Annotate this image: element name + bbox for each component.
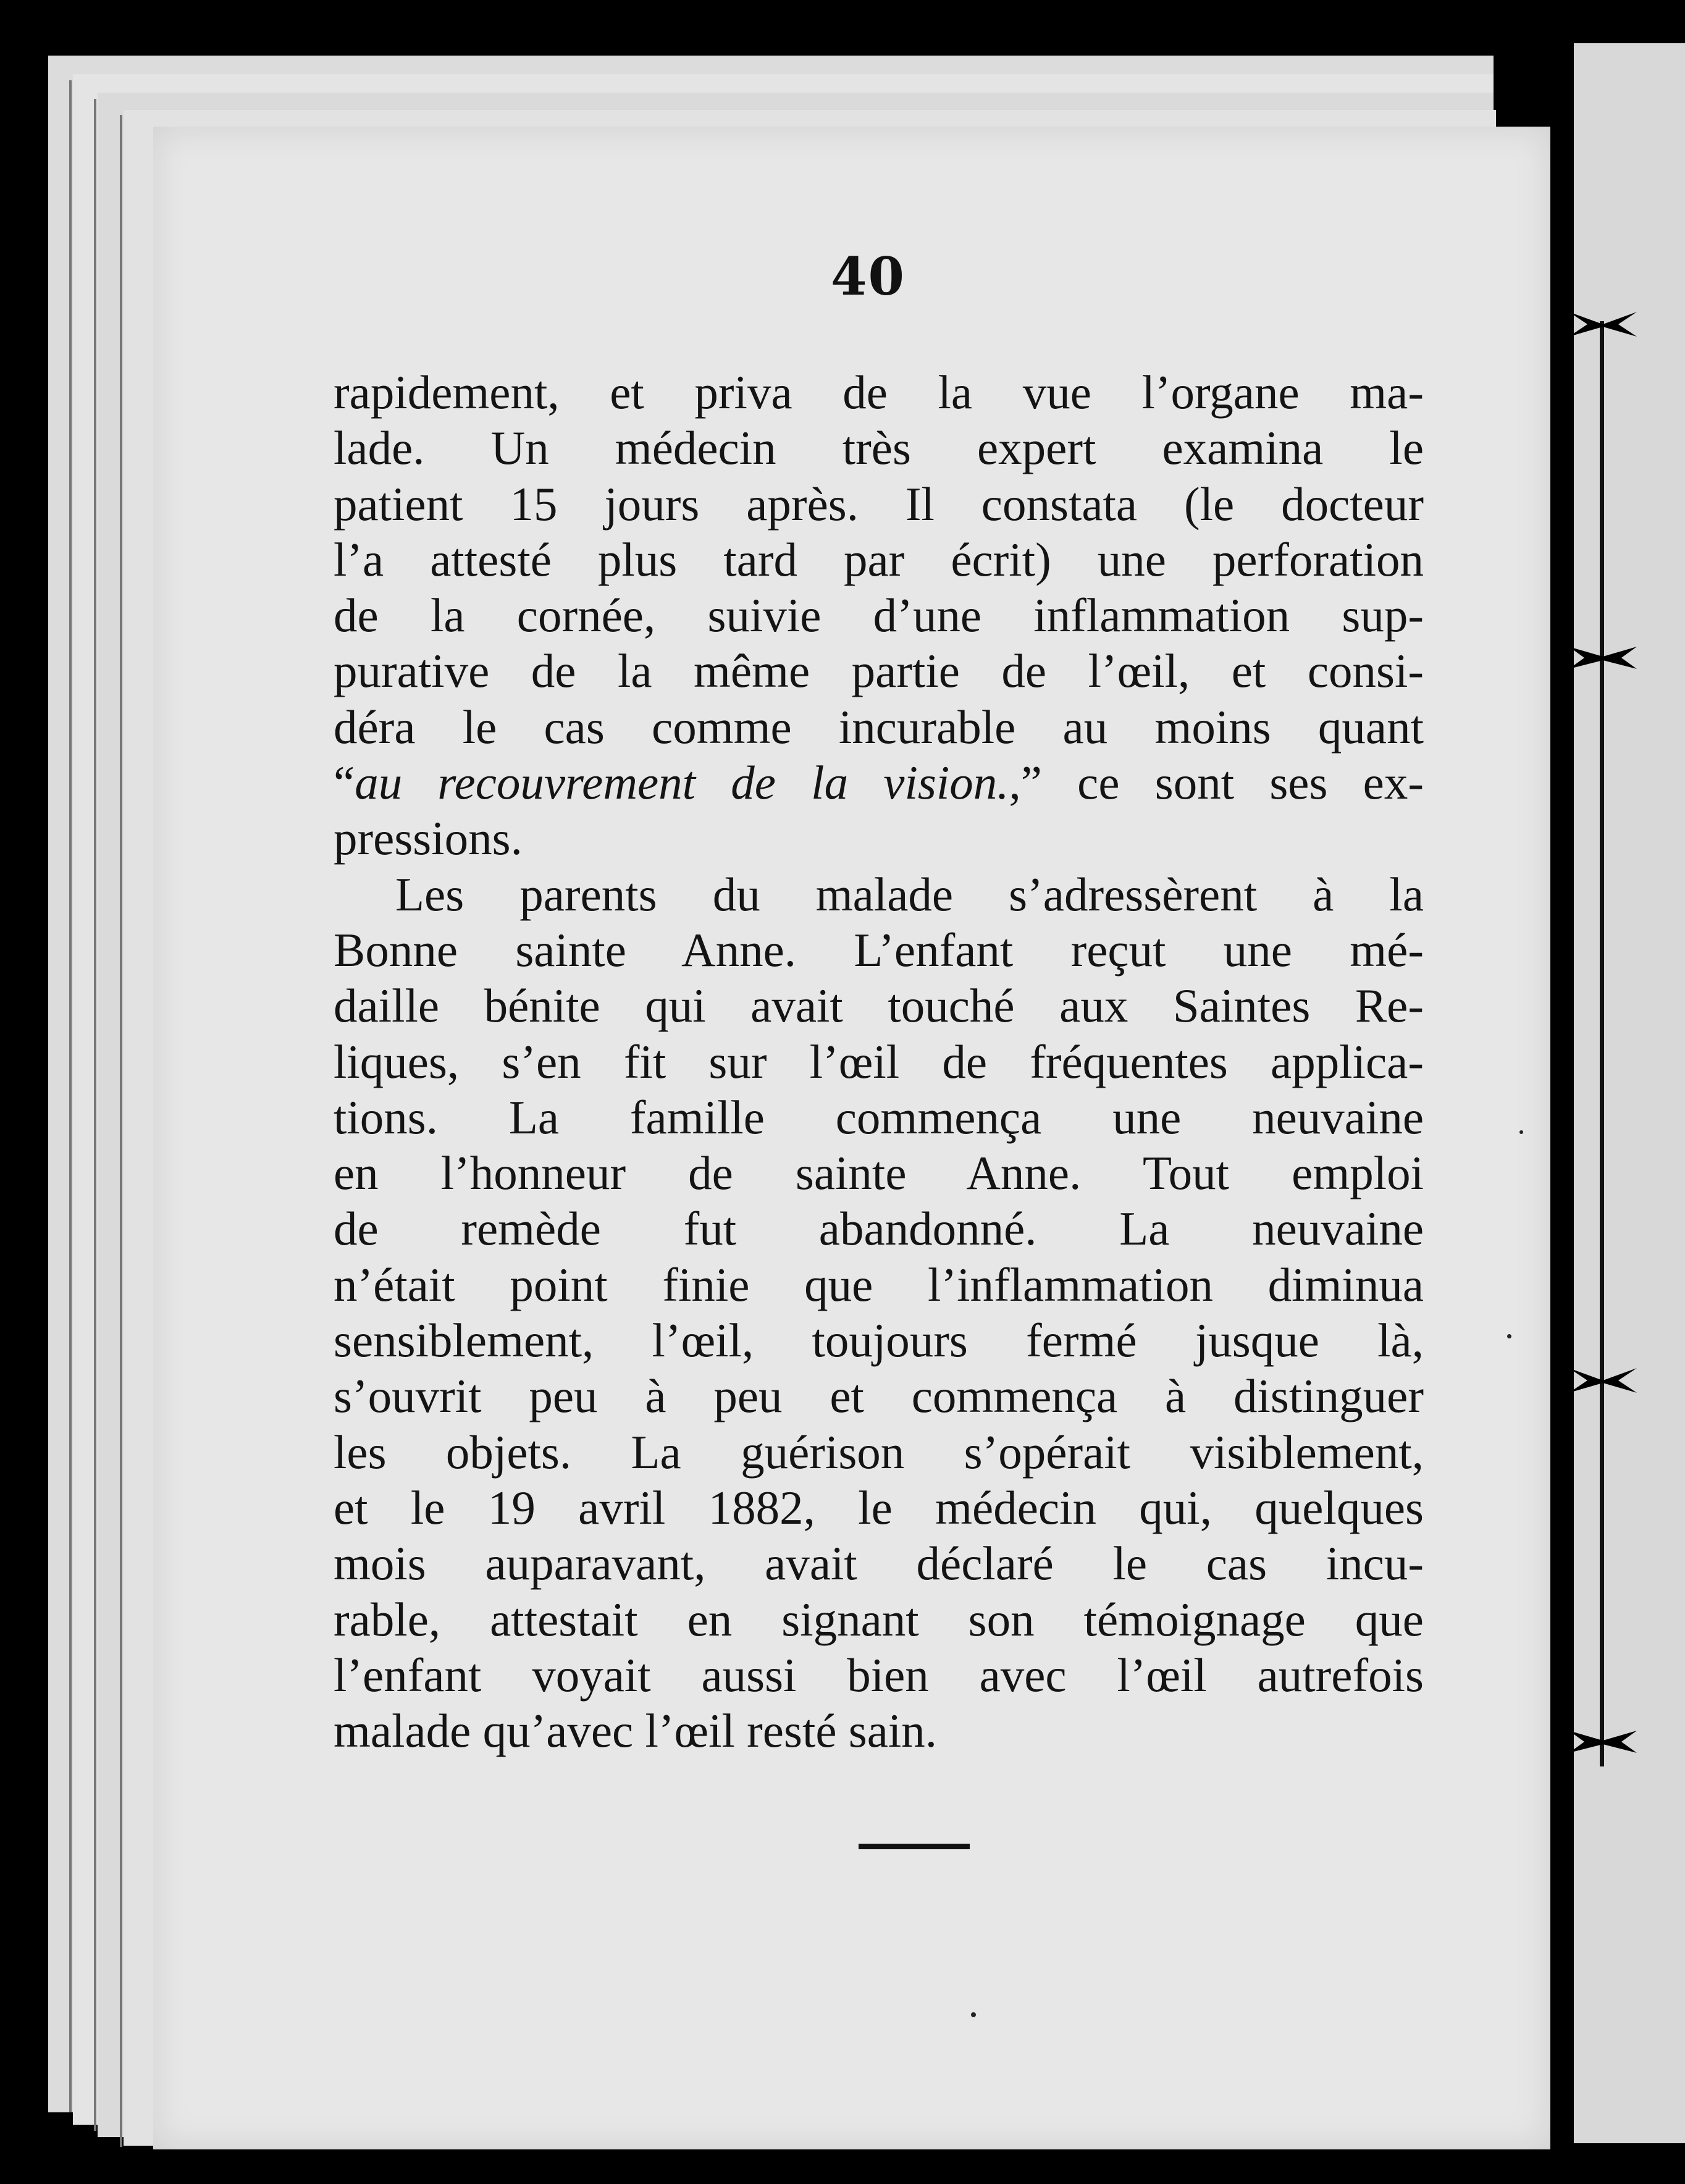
text-line: purative de la même partie de l’œil, et consi- [334, 644, 1424, 698]
text-line: rapidement, et priva de la vue l’organe ma- [334, 366, 1424, 419]
paragraph [334, 867, 1424, 1759]
ink-speck [1519, 1130, 1523, 1134]
binding-thread [1600, 321, 1604, 1766]
text-line: Les parents du malade s’adressèrent à la [395, 867, 1424, 921]
text-line: sensiblement, l’œil, toujours fermé jusque là, [334, 1314, 1424, 1367]
text-line: liques, s’en fit sur l’œil de fréquentes applica- [334, 1035, 1424, 1088]
page-edge-line [120, 115, 122, 2147]
text-line: et le 19 avril 1882, le médecin qui, quelques [334, 1480, 1424, 1534]
text-line: malade qu’avec l’œil resté sain. [334, 1704, 938, 1758]
ink-speck [1507, 1334, 1511, 1338]
text-line: déra le cas comme incurable au moins quant [334, 700, 1424, 754]
page-number: 40 [831, 246, 906, 307]
gutter-shadow [1552, 37, 1574, 2162]
text-line: l’a attesté plus tard par écrit) une perforation [334, 532, 1424, 586]
binding-stitch-icon [1569, 306, 1637, 333]
text-line: patient 15 jours après. Il constata (le docteur [334, 477, 1424, 531]
text-line: les objets. La guérison s’opérait visiblement, [334, 1425, 1424, 1479]
text-line: de remède fut abandonné. La neuvaine [334, 1202, 1424, 1256]
italic-quote: au recouvrement de la vision. [355, 756, 1009, 810]
text-line-quote [334, 755, 1424, 810]
quote-tail: ,” ce sont ses ex- [1009, 756, 1424, 810]
text-line: daille bénite qui avait touché aux Saintes Re- [334, 979, 1424, 1033]
text-line: pressions. [334, 812, 523, 865]
binding-stitch-icon [1569, 639, 1637, 666]
open-quote: “ [334, 756, 355, 810]
text-line: mois auparavant, avait déclaré le cas incu- [334, 1537, 1424, 1590]
page-edge-line [69, 80, 72, 2112]
text-line: Bonne sainte Anne. L’enfant reçut une mé- [334, 923, 1424, 976]
page-edge-line [94, 99, 96, 2131]
facing-page-edge [1574, 43, 1685, 2143]
text-line: rable, attestait en signant son témoignage que [334, 1592, 1424, 1646]
body-text [334, 364, 1424, 1758]
binding-stitch-icon [1569, 1362, 1637, 1389]
text-line: lade. Un médecin très expert examina le [334, 421, 1424, 475]
text-line: en l’honneur de sainte Anne. Tout emploi [334, 1146, 1424, 1200]
binding-stitch-icon [1569, 1723, 1637, 1750]
text-line: tions. La famille commença une neuvaine [334, 1090, 1424, 1144]
ink-speck [971, 2012, 976, 2017]
text-line: l’enfant voyait aussi bien avec l’œil autrefois [334, 1648, 1424, 1702]
paragraph [334, 364, 1424, 867]
end-rule-divider [859, 1844, 970, 1849]
text-line: n’était point finie que l’inflammation diminua [334, 1258, 1424, 1311]
text-line: de la cornée, suivie d’une inflammation sup- [334, 589, 1424, 642]
text-line: s’ouvrit peu à peu et commença à distinguer [334, 1369, 1424, 1423]
